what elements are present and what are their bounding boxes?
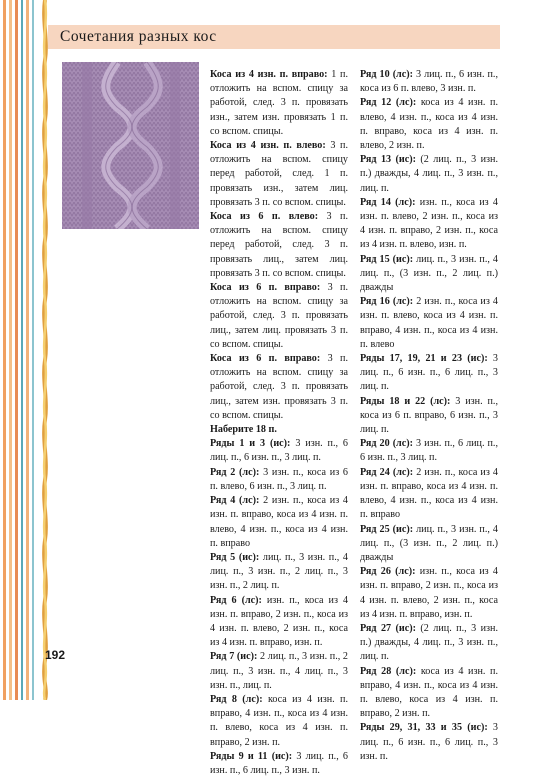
page-number: 192 — [45, 648, 66, 662]
instruction-paragraph — [210, 437, 348, 465]
instruction-text: лиц. п., 3 изн. п., 4 лиц. п., 3 изн. п., 2 лиц. п., 3 изн. п., 2 лиц. п. — [210, 551, 348, 592]
instruction-paragraph — [210, 594, 348, 651]
instruction-heading: Ряд 14 (лс): — [360, 196, 416, 208]
instruction-paragraph — [360, 437, 498, 465]
instruction-text: 2 лиц. п., 3 изн. п., 2 лиц. п., 3 изн. п., 4 лиц. п., 3 изн. п., лиц. п. — [210, 651, 348, 691]
instruction-paragraph — [210, 281, 348, 352]
instruction-text: 2 изн. п., коса из 4 изн. п. вправо, коса из 4 изн. п. влево, 4 изн. п., коса из 4 изн. п. вправо — [210, 495, 348, 549]
instruction-text: 3 лиц. п., 6 изн. п., 6 лиц. п., 3 изн. п. — [210, 750, 348, 776]
instructions-column-left — [210, 68, 348, 778]
instruction-paragraph — [360, 466, 498, 523]
instruction-text: 3 лиц. п., 6 изн. п., 6 лиц. п., 3 изн. п. — [360, 722, 498, 762]
instruction-heading: Ряды 29, 31, 33 и 35 (ис): — [360, 722, 488, 734]
instruction-heading: Ряд 7 (ис): — [210, 651, 258, 663]
instruction-heading: Коса из 6 п. влево: — [210, 211, 319, 223]
instruction-paragraph — [210, 352, 348, 423]
instruction-paragraph — [360, 523, 498, 566]
instruction-heading: Ряды 9 и 11 (ис): — [210, 750, 293, 762]
instruction-heading: Ряды 18 и 22 (лс): — [360, 395, 451, 407]
instruction-paragraph — [360, 153, 498, 196]
instruction-heading: Ряд 4 (лс): — [210, 495, 260, 507]
decorative-stripes — [0, 0, 40, 700]
instruction-heading: Ряд 6 (лс): — [210, 594, 262, 606]
instruction-text: лиц. п., 3 изн. п., 4 лиц. п., (3 изн. п., 2 лиц. п.) дважды — [360, 253, 498, 294]
instruction-text: изн. п., коса из 4 изн. п. вправо, 2 изн. п., коса из 4 изн. п. влево, 2 изн. п., коса из 4 изн. п. вправо, изн. п. — [360, 566, 498, 620]
instruction-text: 3 изн. п., коса из 6 п. вправо, 6 изн. п., 3 лиц. п. — [360, 395, 498, 436]
instruction-heading: Ряд 27 (ис): — [360, 622, 416, 634]
instruction-paragraph — [210, 494, 348, 551]
instruction-paragraph — [360, 352, 498, 395]
section-title: Сочетания разных кос — [60, 28, 217, 45]
instruction-paragraph — [360, 96, 498, 153]
instruction-paragraph — [210, 750, 348, 778]
instruction-text: (2 лиц. п., 3 изн. п.) дважды, 4 лиц. п., 3 изн. п., лиц. п. — [360, 622, 498, 663]
instruction-heading: Коса из 6 п. вправо: — [210, 282, 321, 294]
instruction-text: 1 п. отложить на вспом. спицу за работой, след. 3 п. провязать изн., затем изн. провязать 1 п. со вспом. спицы. — [210, 69, 348, 137]
instruction-text: 3 п. отложить на вспом. спицу перед работой, след. 3 п. провязать лиц., затем лиц. провязать 3 п. со вспом. спицы. — [210, 211, 348, 279]
instruction-heading: Ряд 2 (лс): — [210, 466, 260, 478]
instruction-heading: Наберите 18 п. — [210, 424, 277, 436]
instruction-text: 3 изн. п., коса из 6 п. влево, 6 изн. п., 3 лиц. п. — [210, 466, 348, 492]
instruction-paragraph — [360, 622, 498, 665]
instruction-text: 2 изн. п., коса из 4 изн. п. вправо, коса из 4 изн. п. влево, 4 изн. п., коса из 4 изн. п. вправо — [360, 466, 498, 521]
instruction-text: 3 изн. п., 6 лиц. п., 6 изн. п., 3 лиц. п. — [210, 438, 348, 464]
instruction-paragraph — [360, 196, 498, 253]
instruction-paragraph — [210, 693, 348, 750]
instruction-paragraph — [360, 295, 498, 352]
instruction-heading: Ряд 10 (лс): — [360, 69, 413, 80]
instruction-heading: Коса из 4 изн. п. вправо: — [210, 69, 328, 80]
instruction-paragraph — [210, 210, 348, 281]
instruction-text: 3 п. отложить на вспом. спицу перед работой, след. 1 п. провязать изн., затем лиц. провязать 3 п. со вспом. спицы. — [210, 140, 348, 208]
instruction-heading: Ряды 1 и 3 (ис): — [210, 438, 291, 450]
instruction-paragraph — [360, 253, 498, 296]
instruction-paragraph — [210, 139, 348, 210]
instruction-text: 3 лиц. п., 6 изн. п., 6 лиц. п., 3 лиц. п. — [360, 353, 498, 393]
instruction-paragraph — [360, 665, 498, 722]
instruction-paragraph — [210, 423, 348, 437]
instruction-heading: Ряд 25 (ис): — [360, 523, 414, 535]
instruction-paragraph — [210, 650, 348, 693]
instruction-paragraph — [360, 721, 498, 764]
instruction-text: 3 п. отложить на вспом. спицу за работой, след. 3 п. провязать лиц., затем изн. провязать 3 п. со вспом. спицы. — [210, 353, 348, 421]
rope-decoration — [40, 0, 50, 700]
instruction-heading: Ряд 24 (лс): — [360, 466, 414, 478]
instruction-paragraph — [360, 68, 498, 96]
instruction-paragraph — [210, 551, 348, 594]
instruction-heading: Ряды 17, 19, 21 и 23 (ис): — [360, 353, 488, 365]
instruction-heading: Ряд 5 (ис): — [210, 551, 260, 563]
instruction-heading: Ряд 28 (лс): — [360, 665, 417, 677]
instruction-heading: Коса из 6 п. вправо: — [210, 353, 321, 365]
instruction-heading: Ряд 15 (ис): — [360, 253, 414, 265]
instruction-heading: Ряд 20 (лс): — [360, 438, 413, 450]
knitting-swatch-image — [62, 62, 199, 229]
instruction-text: коса из 4 изн. п. влево, 4 изн. п., коса из 4 изн. п. вправо, коса из 4 изн. п. влево, 2 изн. п. — [360, 97, 498, 152]
instruction-text: изн. п., коса из 4 изн. п. вправо, 2 изн. п., коса из 4 изн. п. влево, 2 изн. п., коса из 4 изн. п. вправо, изн. п. — [210, 594, 349, 649]
instruction-heading: Ряд 13 (ис): — [360, 154, 416, 166]
instruction-text: коса из 4 изн. п. вправо, 4 изн. п., коса из 4 изн. п. влево, коса из 4 изн. п. вправо, 2 изн. п. — [210, 693, 348, 748]
instruction-text: коса из 4 изн. п. вправо, 4 изн. п., коса из 4 изн. п. влево, коса из 4 изн. п. вправо, 2 изн. п. — [360, 665, 498, 720]
instruction-text: 3 п. отложить на вспом. спицу за работой, след. 3 п. провязать лиц., затем лиц. провязать 3 п. со вспом. спицы. — [210, 282, 348, 350]
instruction-paragraph — [360, 565, 498, 622]
instruction-heading: Ряд 8 (лс): — [210, 693, 263, 705]
instruction-text: изн. п., коса из 4 изн. п. влево, 2 изн. п., коса из 4 изн. п. вправо, 2 изн. п., коса из 4 изн. п. влево, изн. п. — [360, 196, 498, 251]
instruction-text: 3 изн. п., 6 лиц. п., 6 изн. п., 3 лиц. п. — [360, 438, 498, 464]
instructions-column-right — [360, 68, 498, 764]
instruction-heading: Коса из 4 изн. п. влево: — [210, 140, 326, 152]
instruction-text: 2 изн. п., коса из 4 изн. п. влево, коса из 4 изн. п. вправо, 4 изн. п., коса из 4 изн. п. влево — [360, 296, 498, 350]
instruction-heading: Ряд 16 (лс): — [360, 296, 414, 308]
instruction-text: 3 лиц. п., 6 изн. п., коса из 6 п. влево, 3 изн. п. — [360, 69, 498, 95]
instruction-heading: Ряд 12 (лс): — [360, 97, 417, 109]
instruction-text: лиц. п., 3 изн. п., 4 лиц. п., (3 изн. п., 2 лиц. п.) дважды — [360, 523, 498, 563]
instruction-paragraph — [210, 68, 348, 139]
instruction-text: (2 лиц. п., 3 изн. п.) дважды, 4 лиц. п., 3 изн. п., лиц. п. — [360, 154, 498, 194]
instruction-paragraph — [210, 466, 348, 494]
section-header — [48, 25, 500, 49]
instruction-heading: Ряд 26 (лс): — [360, 566, 416, 578]
cable-pattern-illustration — [62, 62, 199, 229]
instruction-paragraph — [360, 395, 498, 438]
